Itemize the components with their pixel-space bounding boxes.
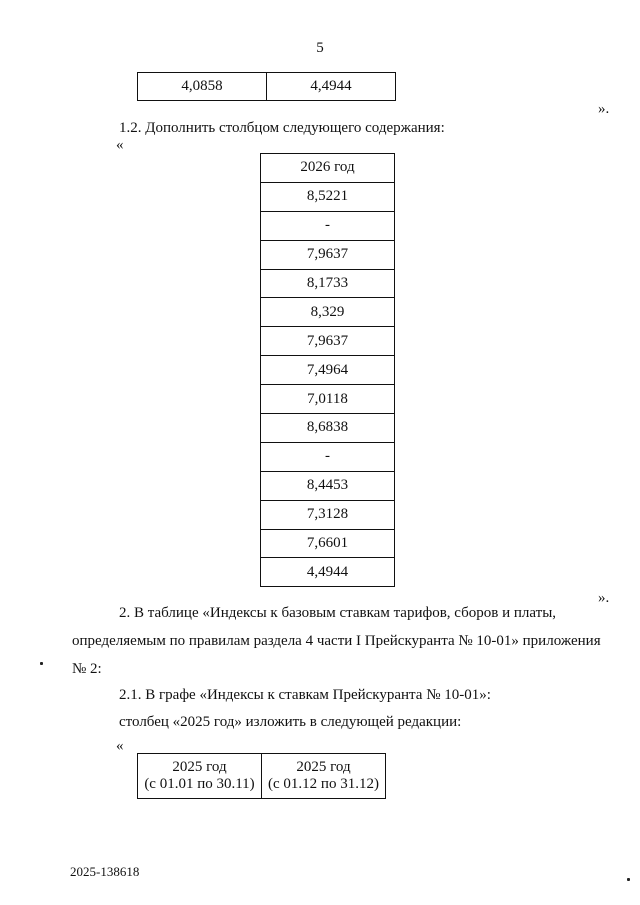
- section-1-2-heading: 1.2. Дополнить столбцом следующего содержания:: [119, 120, 445, 136]
- col-2-year: 2025 год: [296, 759, 351, 775]
- col-1-period: (с 01.01 по 30.11): [144, 776, 255, 792]
- section-2-line-2: определяемым по правилам раздела 4 части I Прейскуранта № 10-01» приложения: [72, 633, 601, 649]
- top-table-cell-2: 4,4944: [267, 73, 396, 101]
- column-row: -: [261, 211, 395, 240]
- column-row: 8,4453: [261, 471, 395, 500]
- column-2026-table: [260, 153, 395, 587]
- section-2-line-1: 2. В таблице «Индексы к базовым ставкам тарифов, сборов и платы,: [119, 605, 557, 621]
- column-header: 2026 год: [261, 154, 395, 183]
- column-row: 8,1733: [261, 269, 395, 298]
- footer-document-code: 2025-138618: [70, 864, 140, 879]
- column-row: 7,6601: [261, 529, 395, 558]
- column-row: 7,3128: [261, 500, 395, 529]
- closing-quote: ».: [598, 590, 610, 606]
- scan-speck: [627, 878, 630, 881]
- column-row: 8,6838: [261, 414, 395, 443]
- scan-speck: [40, 662, 43, 665]
- section-2-1-subline: столбец «2025 год» изложить в следующей редакции:: [119, 714, 462, 730]
- column-row: 7,0118: [261, 385, 395, 414]
- section-2-1-heading: 2.1. В графе «Индексы к ставкам Прейскуранта № 10-01»:: [119, 687, 491, 703]
- column-row: 8,5221: [261, 182, 395, 211]
- opening-quote: «: [116, 738, 124, 754]
- top-table: [137, 72, 396, 101]
- bottom-table-col-2: [262, 754, 386, 799]
- col-2-period: (с 01.12 по 31.12): [268, 776, 379, 792]
- column-row: 7,9637: [261, 327, 395, 356]
- column-row: 8,329: [261, 298, 395, 327]
- column-row: 7,4964: [261, 356, 395, 385]
- page-number: 5: [316, 40, 324, 56]
- column-row: -: [261, 442, 395, 471]
- column-row: 4,4944: [261, 558, 395, 587]
- bottom-table-col-1: [138, 754, 262, 799]
- col-1-year: 2025 год: [172, 759, 227, 775]
- opening-quote: «: [116, 137, 124, 153]
- top-table-cell-1: 4,0858: [138, 73, 267, 101]
- column-row: 7,9637: [261, 240, 395, 269]
- bottom-2025-table: [137, 753, 386, 799]
- closing-quote: ».: [598, 101, 610, 117]
- section-2-line-3: № 2:: [72, 661, 102, 677]
